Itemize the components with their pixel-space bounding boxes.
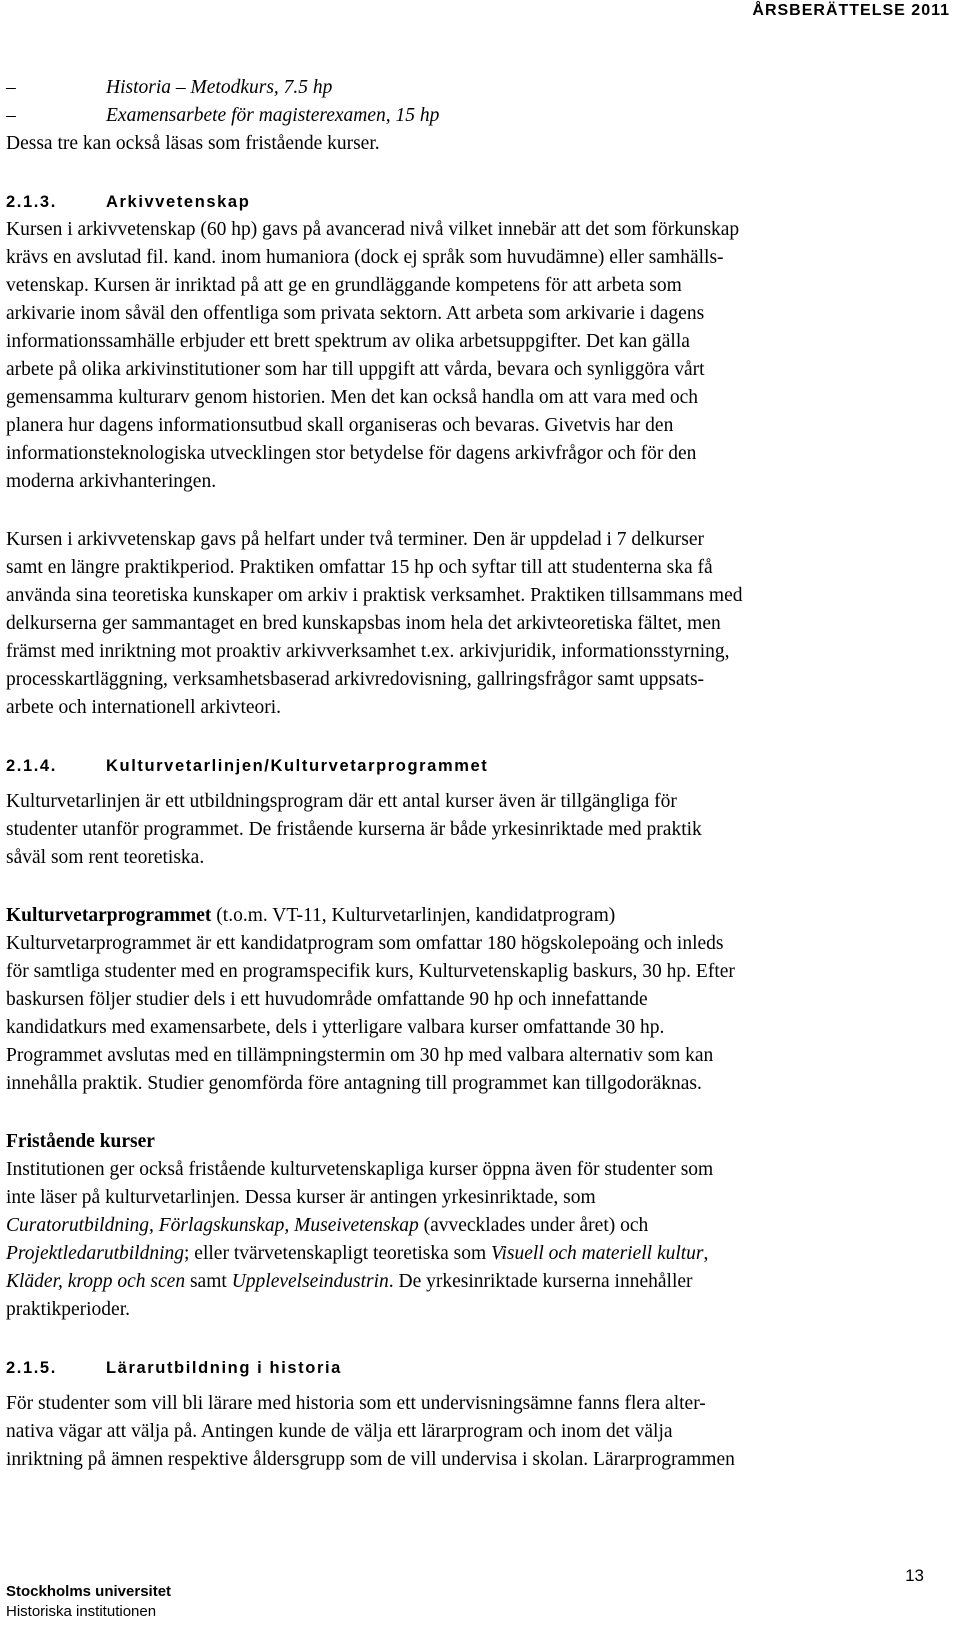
text-line: arbete på olika arkivinstitutioner som har till uppgift att vårda, bevara och synliggöra vårt bbox=[6, 359, 705, 380]
course-names: Curatorutbildning, Förlagskunskap, Museivetenskap bbox=[6, 1215, 419, 1236]
running-header-title: ÅRSBERÄTTELSE 2011 bbox=[752, 2, 950, 19]
text-line: För studenter som vill bli lärare med historia som ett undervisningsämne fanns flera alter- bbox=[6, 1393, 706, 1414]
text-line: arkivarie inom såväl den offentliga som privata sektorn. Att arbeta som arkivarie i dagens bbox=[6, 303, 705, 324]
text-line: arbete och internationell arkivteori. bbox=[6, 697, 282, 718]
text-line: Programmet avslutas med en tillämpningstermin om 30 hp med valbara alternativ som kan bbox=[6, 1045, 714, 1066]
subheading: Fristående kurser bbox=[6, 1131, 155, 1152]
body-text bbox=[6, 74, 928, 1474]
text-line bbox=[6, 1212, 928, 1240]
page-footer bbox=[6, 1582, 171, 1622]
paragraph bbox=[6, 902, 928, 1098]
text-line: vetenskap. Kursen är inriktad på att ge en grundläggande kompetens för att arbeta som bbox=[6, 275, 682, 296]
text-line: nativa vägar att välja på. Antingen kunde de välja ett lärarprogram och inom det välja bbox=[6, 1421, 673, 1442]
section-number: 2.1.3. bbox=[6, 193, 57, 211]
text-span: ; eller tvärvetenskapligt teoretiska som bbox=[184, 1243, 492, 1264]
text-line: gemensamma kulturarv genom historien. Men det kan också handla om att vara med och bbox=[6, 387, 699, 408]
text-line: delkurserna ger sammantaget en bred kunskapsbas inom hela det arkivteoretiska fältet, men bbox=[6, 613, 721, 634]
text-line: Kulturvetarprogrammet är ett kandidatprogram som omfattar 180 högskolepoäng och inleds bbox=[6, 933, 724, 954]
text-line: såväl som rent teoretiska. bbox=[6, 847, 205, 868]
section-title: Arkivvetenskap bbox=[106, 193, 251, 211]
text-span: (avvecklades under året) och bbox=[418, 1215, 649, 1236]
text-line: Kulturvetarlinjen är ett utbildningsprogram där ett antal kurser även är tillgängliga för bbox=[6, 791, 677, 812]
dash-bullet: – bbox=[6, 77, 16, 98]
text-line: för samtliga studenter med en programspecifik kurs, Kulturvetenskaplig baskurs, 30 hp. Efter bbox=[6, 961, 735, 982]
course-name: Visuell och materiell kultur bbox=[491, 1243, 704, 1264]
paragraph bbox=[6, 216, 928, 496]
paragraph bbox=[6, 788, 928, 872]
section-number: 2.1.5. bbox=[6, 1359, 57, 1377]
text-line: inriktning på ämnen respektive åldersgrupp som de vill undervisa i skolan. Lärarprogrammen bbox=[6, 1449, 735, 1470]
text-line: inte läser på kulturvetarlinjen. Dessa kurser är antingen yrkesinriktade, som bbox=[6, 1187, 596, 1208]
paragraph bbox=[6, 526, 928, 722]
text-line: främst med inriktning mot proaktiv arkivverksamhet t.ex. arkivjuridik, informationsstyrning, bbox=[6, 641, 730, 662]
text-line: informationssamhälle erbjuder ett brett spektrum av olika arbetsuppgifter. Det kan gälla bbox=[6, 331, 690, 352]
text-line: praktikperioder. bbox=[6, 1299, 130, 1320]
text-line: informationsteknologiska utvecklingen stor betydelse för dagens arkivfrågor och för den bbox=[6, 443, 697, 464]
text-line bbox=[6, 1240, 928, 1268]
text-line: Kursen i arkivvetenskap (60 hp) gavs på avancerad nivå vilket innebär att det som förkunskap bbox=[6, 219, 740, 240]
list-item bbox=[6, 102, 928, 130]
dash-bullet: – bbox=[6, 105, 16, 126]
course-name: Upplevelseindustrin bbox=[231, 1271, 389, 1292]
page-number: 13 bbox=[905, 1566, 924, 1585]
text-line: processkartläggning, verksamhetsbaserad arkivredovisning, gallringsfrågor samt uppsats- bbox=[6, 669, 705, 690]
list-item bbox=[6, 74, 928, 102]
text-line: använda sina teoretiska kunskaper om arkiv i praktisk verksamhet. Praktiken tillsammans med bbox=[6, 585, 743, 606]
text-line: krävs en avslutad fil. kand. inom humaniora (dock ej språk som huvudämne) eller samhälls- bbox=[6, 247, 724, 268]
text-line: samt en längre praktikperiod. Praktiken omfattar 15 hp och syftar till att studenterna ska få bbox=[6, 557, 713, 578]
text-line: baskursen följer studier dels i ett huvudområde omfattande 90 hp och innefattande bbox=[6, 989, 648, 1010]
text-span: . De yrkesinriktade kurserna innehåller bbox=[388, 1271, 693, 1292]
paragraph bbox=[6, 1390, 928, 1474]
text-line: Institutionen ger också fristående kulturvetenskapliga kurser öppna även för studenter som bbox=[6, 1159, 714, 1180]
text-line: studenter utanför programmet. De fristående kurserna är både yrkesinriktade med praktik bbox=[6, 819, 702, 840]
program-lead-line bbox=[6, 902, 928, 930]
footer-department: Historiska institutionen bbox=[6, 1603, 157, 1620]
section-title: Kulturvetarlinjen/Kulturvetarprogrammet bbox=[106, 757, 489, 775]
list-item-text: Examensarbete för magisterexamen, 15 hp bbox=[106, 105, 440, 126]
section-title: Lärarutbildning i historia bbox=[106, 1359, 342, 1377]
text-line: kandidatkurs med examensarbete, dels i ytterligare valbara kurser omfattande 30 hp. bbox=[6, 1017, 665, 1038]
text-line: moderna arkivhanteringen. bbox=[6, 471, 217, 492]
program-lead-rest: (t.o.m. VT-11, Kulturvetarlinjen, kandidatprogram) bbox=[211, 905, 616, 926]
paragraph bbox=[6, 1128, 928, 1324]
list-note: Dessa tre kan också läsas som fristående kurser. bbox=[6, 133, 380, 154]
text-line: Kursen i arkivvetenskap gavs på helfart under två terminer. Den är uppdelad i 7 delkurser bbox=[6, 529, 704, 550]
section-heading-2-1-5 bbox=[6, 1354, 928, 1382]
course-name: Kläder, kropp och scen bbox=[6, 1271, 186, 1292]
text-span: samt bbox=[185, 1271, 232, 1292]
course-name: Projektledarutbildning bbox=[6, 1243, 185, 1264]
text-span: , bbox=[703, 1243, 709, 1264]
text-line: innehålla praktik. Studier genomförda före antagning till programmet kan tillgodoräknas. bbox=[6, 1073, 702, 1094]
text-line bbox=[6, 1268, 928, 1296]
program-name: Kulturvetarprogrammet bbox=[6, 905, 212, 926]
section-heading-2-1-3 bbox=[6, 188, 928, 216]
section-number: 2.1.4. bbox=[6, 757, 57, 775]
section-heading-2-1-4 bbox=[6, 752, 928, 780]
list-item-text: Historia – Metodkurs, 7.5 hp bbox=[106, 77, 333, 98]
text-line: planera hur dagens informationsutbud skall organiseras och bevaras. Givetvis har den bbox=[6, 415, 674, 436]
footer-organization: Stockholms universitet bbox=[6, 1583, 172, 1600]
